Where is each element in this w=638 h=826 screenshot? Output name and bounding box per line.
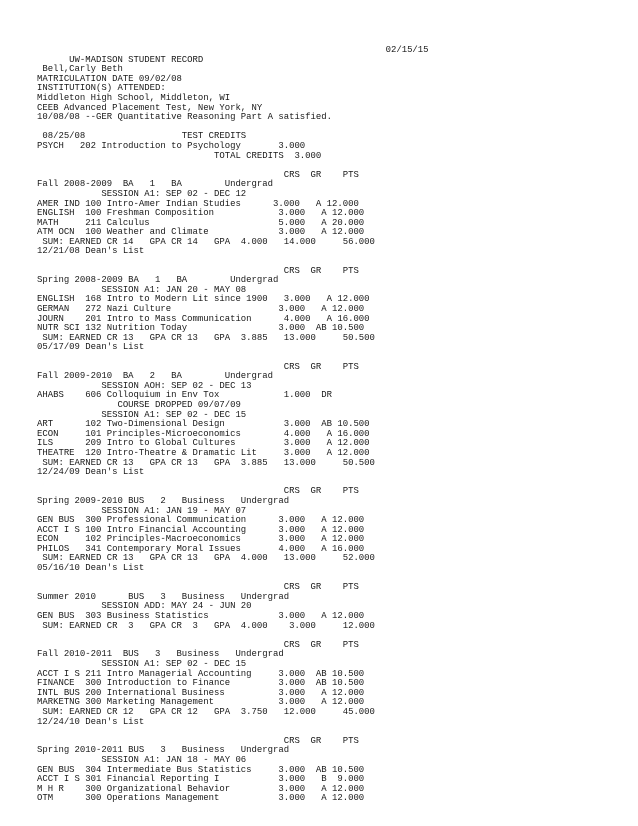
transcript-line: GEN BUS 304 Intermediate Bus Statistics 3.000 AB 10.500 bbox=[37, 764, 365, 775]
transcript-line: Bell,Carly Beth bbox=[37, 64, 123, 75]
transcript-line: AMER IND 100 Intro-Amer Indian Studies 3.000 A 12.000 bbox=[37, 198, 359, 209]
transcript-line: CRS GR PTS bbox=[37, 735, 359, 746]
transcript-line: ILS 209 Intro to Global Cultures 3.000 A 12.000 bbox=[37, 438, 370, 449]
transcript-line: THEATRE 120 Intro-Theatre & Dramatic Lit 3.000 A 12.000 bbox=[37, 447, 370, 458]
transcript-line: ENGLISH 100 Freshman Composition 3.000 A 12.000 bbox=[37, 208, 365, 219]
transcript-line: CRS GR PTS bbox=[37, 361, 359, 372]
transcript-line: ACCT I S 100 Intro Financial Accounting 3.000 A 12.000 bbox=[37, 524, 365, 535]
transcript-line: SESSION A1: JAN 18 - MAY 06 bbox=[37, 754, 247, 765]
transcript-line: CRS GR PTS bbox=[37, 169, 359, 180]
transcript-line: SUM: EARNED CR 12 GPA CR 12 GPA 3.750 12.000 45.000 bbox=[37, 706, 375, 717]
transcript-line: Summer 2010 BUS 3 Business Undergrad bbox=[37, 591, 290, 602]
transcript-line: Fall 2009-2010 BA 2 BA Undergrad bbox=[37, 371, 273, 382]
transcript-line: SUM: EARNED CR 13 GPA CR 13 GPA 3.885 13.000 50.500 bbox=[37, 332, 375, 343]
transcript-line: CEEB Advanced Placement Test, New York, NY bbox=[37, 102, 263, 113]
transcript-line: SESSION A1: SEP 02 - DEC 15 bbox=[37, 409, 247, 420]
transcript-line: FINANCE 300 Introduction to Finance 3.000 AB 10.500 bbox=[37, 678, 365, 689]
transcript-line: 12/24/09 Dean's List bbox=[37, 467, 145, 478]
student-record-transcript bbox=[37, 46, 429, 804]
transcript-line: SESSION A1: JAN 19 - MAY 07 bbox=[37, 505, 247, 516]
transcript-line: GEN BUS 300 Professional Communication 3.000 A 12.000 bbox=[37, 515, 365, 526]
transcript-line: SUM: EARNED CR 13 GPA CR 13 GPA 3.885 13.000 50.500 bbox=[37, 457, 375, 468]
transcript-line: 05/16/10 Dean's List bbox=[37, 563, 145, 574]
transcript-line: INTL BUS 200 International Business 3.000 A 12.000 bbox=[37, 687, 365, 698]
transcript-line: OTM 300 Operations Management 3.000 A 12.000 bbox=[37, 793, 365, 804]
transcript-line: INSTITUTION(S) ATTENDED: bbox=[37, 83, 166, 94]
transcript-line: ECON 102 Principles-Macroeconomics 3.000 A 12.000 bbox=[37, 534, 365, 545]
transcript-line: CRS GR PTS bbox=[37, 582, 359, 593]
transcript-line: COURSE DROPPED 09/07/09 bbox=[37, 399, 241, 410]
transcript-line: GERMAN 272 Nazi Culture 3.000 A 12.000 bbox=[37, 304, 365, 315]
transcript-line: NUTR SCI 132 Nutrition Today 3.000 AB 10.500 bbox=[37, 323, 365, 334]
transcript-line: PHILOS 341 Contemporary Moral Issues 4.000 A 16.000 bbox=[37, 543, 365, 554]
transcript-line: 08/25/08 TEST CREDITS bbox=[37, 131, 247, 142]
transcript-line: SESSION A1: JAN 20 - MAY 08 bbox=[37, 284, 247, 295]
transcript-line: MARKETNG 300 Marketing Management 3.000 A 12.000 bbox=[37, 697, 365, 708]
transcript-line: SUM: EARNED CR 13 GPA CR 13 GPA 4.000 13.000 52.000 bbox=[37, 553, 375, 564]
transcript-line: CRS GR PTS bbox=[37, 639, 359, 650]
transcript-line: CRS GR PTS bbox=[37, 486, 359, 497]
transcript-line: Spring 2010-2011 BUS 3 Business Undergrad bbox=[37, 745, 290, 756]
transcript-line: GEN BUS 303 Business Statistics 3.000 A 12.000 bbox=[37, 611, 365, 622]
transcript-line: 12/21/08 Dean's List bbox=[37, 246, 145, 257]
transcript-line: 10/08/08 --GER Quantitative Reasoning Part A satisfied. bbox=[37, 112, 332, 123]
transcript-line: Fall 2008-2009 BA 1 BA Undergrad bbox=[37, 179, 273, 190]
transcript-line: ATM OCN 100 Weather and Climate 3.000 A 12.000 bbox=[37, 227, 365, 238]
transcript-line: PSYCH 202 Introduction to Psychology 3.000 bbox=[37, 140, 306, 151]
transcript-line: M H R 300 Organizational Behavior 3.000 A 12.000 bbox=[37, 783, 365, 794]
transcript-line: 02/15/15 bbox=[37, 45, 429, 55]
transcript-line: Fall 2010-2011 BUS 3 Business Undergrad bbox=[37, 649, 284, 660]
transcript-line: ECON 101 Principles-Microeconomics 4.000 A 16.000 bbox=[37, 428, 370, 439]
transcript-line: ACCT I S 211 Intro Managerial Accounting 3.000 AB 10.500 bbox=[37, 668, 365, 679]
transcript-line: SUM: EARNED CR 3 GPA CR 3 GPA 4.000 3.000 12.000 bbox=[37, 620, 375, 631]
transcript-line: Spring 2009-2010 BUS 2 Business Undergrad bbox=[37, 495, 290, 506]
transcript-line: ART 102 Two-Dimensional Design 3.000 AB 10.500 bbox=[37, 419, 370, 430]
transcript-line: 05/17/09 Dean's List bbox=[37, 342, 145, 353]
transcript-line: UW-MADISON STUDENT RECORD bbox=[37, 54, 204, 65]
transcript-line: SUM: EARNED CR 14 GPA CR 14 GPA 4.000 14.000 56.000 bbox=[37, 236, 375, 247]
transcript-line: Middleton High School, Middleton, WI bbox=[37, 92, 231, 103]
transcript-line: SESSION ADD: MAY 24 - JUN 20 bbox=[37, 601, 252, 612]
transcript-line: TOTAL CREDITS 3.000 bbox=[37, 150, 322, 161]
transcript-line: JOURN 201 Intro to Mass Communication 4.000 A 16.000 bbox=[37, 313, 370, 324]
transcript-line: CRS GR PTS bbox=[37, 265, 359, 276]
transcript-line: ACCT I S 301 Financial Reporting I 3.000 B 9.000 bbox=[37, 774, 365, 785]
transcript-line: Spring 2008-2009 BA 1 BA Undergrad bbox=[37, 275, 279, 286]
transcript-line: AHABS 606 Colloquium in Env Tox 1.000 DR bbox=[37, 390, 332, 401]
transcript-line: MATRICULATION DATE 09/02/08 bbox=[37, 73, 182, 84]
transcript-line: MATH 211 Calculus 5.000 A 20.000 bbox=[37, 217, 365, 228]
transcript-line: 12/24/10 Dean's List bbox=[37, 716, 145, 727]
transcript-line: SESSION A1: SEP 02 - DEC 15 bbox=[37, 659, 247, 669]
transcript-line: SESSION AOH: SEP 02 - DEC 13 bbox=[37, 380, 252, 391]
transcript-line: SESSION A1: SEP 02 - DEC 12 bbox=[37, 188, 247, 199]
transcript-line: ENGLISH 168 Intro to Modern Lit since 1900 3.000 A 12.000 bbox=[37, 294, 370, 305]
